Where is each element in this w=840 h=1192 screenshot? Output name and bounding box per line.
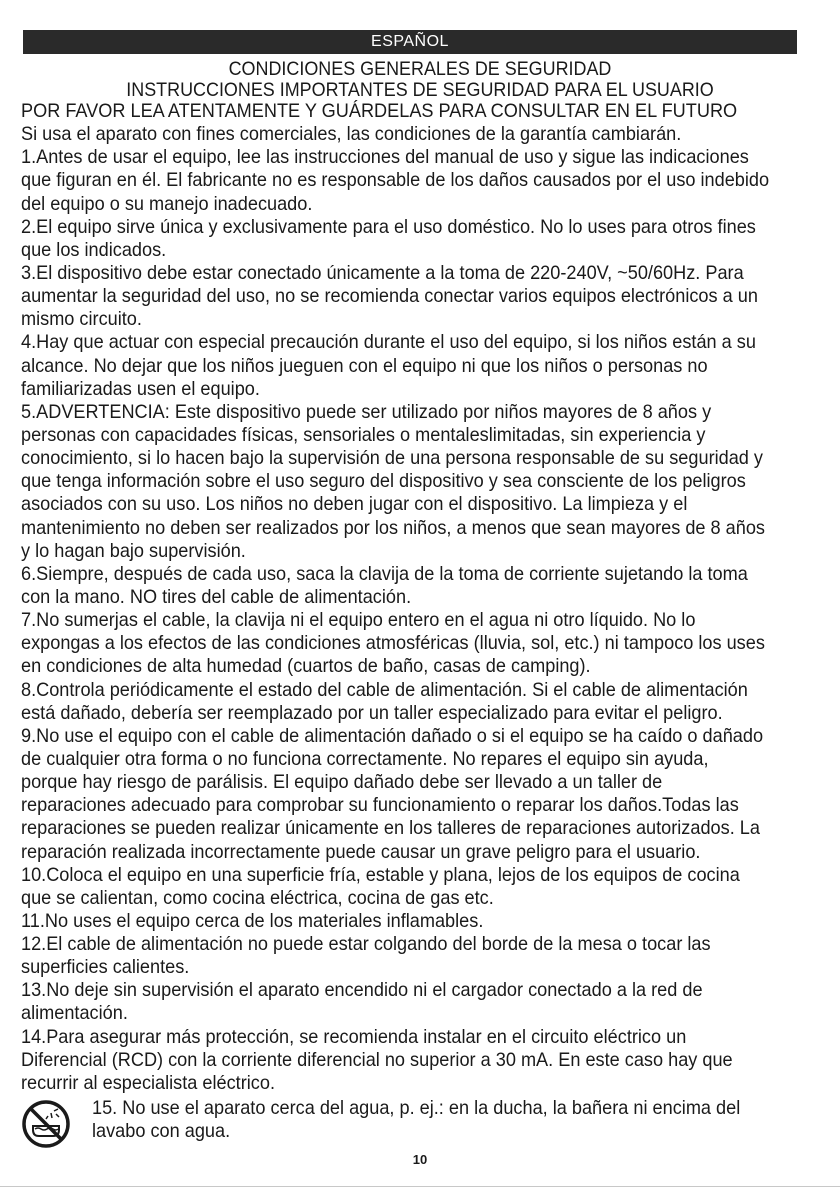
instruction-line: 6.Siempre, después de cada uso, saca la clavija de la toma de corriente sujetando la toma <box>21 562 748 585</box>
instruction-line: reparaciones se pueden realizar únicamente en los talleres de reparaciones autorizados. La <box>21 817 760 840</box>
instructions-body <box>21 100 826 1095</box>
language-header-bar <box>23 30 797 54</box>
instruction-line: 4.Hay que actuar con especial precaución durante el uso del equipo, si los niños están a su <box>21 331 756 354</box>
instruction-line: está dañado, debería ser reemplazado por un taller especializado para evitar el peligro. <box>21 701 723 724</box>
instruction-line: en condiciones de alta humedad (cuartos de baño, casas de camping). <box>21 655 591 678</box>
instruction-line: alimentación. <box>21 1002 128 1025</box>
item-15-line: 15. No use el aparato cerca del agua, p. ej.: en la ducha, la bañera ni encima del <box>92 1097 741 1119</box>
instruction-line: superficies calientes. <box>21 956 190 979</box>
instruction-line: que los indicados. <box>21 238 167 261</box>
instruction-line: 9.No use el equipo con el cable de alimentación dañado o si el equipo se ha caído o dañado <box>21 724 764 747</box>
bottom-divider <box>0 1186 840 1187</box>
instruction-line: Si usa el aparato con fines comerciales, las condiciones de la garantía cambiarán. <box>21 123 682 146</box>
instruction-line: 7.No sumerjas el cable, la clavija ni el equipo entero en el agua ni otro líquido. No lo <box>21 609 696 632</box>
instruction-line: 1.Antes de usar el equipo, lee las instrucciones del manual de uso y sigue las indicaciones <box>21 146 749 169</box>
instruction-line: que figuran en él. El fabricante no es responsable de los daños causados por el uso indebido <box>21 169 770 192</box>
section-subtitle: INSTRUCCIONES IMPORTANTES DE SEGURIDAD PARA EL USUARIO <box>126 79 714 101</box>
instruction-line: 11.No uses el equipo cerca de los materiales inflamables. <box>21 909 484 932</box>
instruction-line: porque hay riesgo de parálisis. El equipo dañado debe ser llevado a un taller de <box>21 771 663 794</box>
instruction-line: 12.El cable de alimentación no puede estar colgando del borde de la mesa o tocar las <box>21 933 711 956</box>
instruction-line: 10.Coloca el equipo en una superficie fría, estable y plana, lejos de los equipos de cocina <box>21 863 740 886</box>
instruction-line: 5.ADVERTENCIA: Este dispositivo puede ser utilizado por niños mayores de 8 años y <box>21 400 712 423</box>
instruction-line: conocimiento, si lo hacen bajo la supervisión de una persona responsable de su seguridad y <box>21 447 763 470</box>
page-number: 10 <box>412 1152 428 1167</box>
instruction-line: mismo circuito. <box>21 308 142 331</box>
instruction-line: familiarizadas usen el equipo. <box>21 377 260 400</box>
section-title: CONDICIONES GENERALES DE SEGURIDAD <box>228 58 612 80</box>
item-15-line: lavabo con agua. <box>92 1120 231 1143</box>
instruction-line: de cualquier otra forma o no funciona correctamente. No repares el equipo sin ayuda, <box>21 747 709 770</box>
instruction-line: aumentar la seguridad del uso, no se recomienda conectar varios equipos electrónicos a un <box>21 285 758 308</box>
instruction-line: que tenga información sobre el uso seguro del dispositivo y sea consciente de los peligros <box>21 470 746 493</box>
instruction-line: que se calientan, como cocina eléctrica, cocina de gas etc. <box>21 886 494 909</box>
instruction-line: 3.El dispositivo debe estar conectado únicamente a la toma de 220-240V, ~50/60Hz. Para <box>21 261 744 284</box>
item-15-text <box>92 1097 789 1143</box>
language-label: ESPAÑOL <box>371 33 449 50</box>
instruction-line: expongas a los efectos de las condiciones atmosféricas (lluvia, sol, etc.) ni tampoco los uses <box>21 632 765 655</box>
instruction-line: mantenimiento no deben ser realizados por los niños, a menos que sean mayores de 8 años <box>21 516 765 539</box>
instruction-line: con la mano. NO tires del cable de alimentación. <box>21 585 412 608</box>
instruction-line: asociados con su uso. Los niños no deben jugar con el dispositivo. La limpieza y el <box>21 493 688 516</box>
no-water-bathtub-icon <box>21 1099 71 1149</box>
instruction-line: 8.Controla periódicamente el estado del cable de alimentación. Si el cable de alimentación <box>21 678 748 701</box>
instruction-line: y lo hagan bajo supervisión. <box>21 539 246 562</box>
instruction-line: personas con capacidades físicas, sensoriales o mentaleslimitadas, sin experiencia y <box>21 423 706 446</box>
instruction-line: 14.Para asegurar más protección, se recomienda instalar en el circuito eléctrico un <box>21 1025 687 1048</box>
instruction-line: del equipo o su manejo inadecuado. <box>21 192 313 215</box>
instruction-line: reparación realizada incorrectamente puede causar un grave peligro para el usuario. <box>21 840 701 863</box>
instruction-line: reparaciones adecuado para comprobar su funcionamiento o reparar los daños.Todas las <box>21 794 739 817</box>
instruction-line: Diferencial (RCD) con la corriente diferencial no superior a 30 mA. En este caso hay que <box>21 1048 733 1071</box>
instruction-line: 13.No deje sin supervisión el aparato encendido ni el cargador conectado a la red de <box>21 979 703 1002</box>
instruction-line: recurrir al especialista eléctrico. <box>21 1071 275 1094</box>
item-15-block <box>21 1097 821 1147</box>
instruction-line: 2.El equipo sirve única y exclusivamente para el uso doméstico. No lo uses para otros fines <box>21 215 756 238</box>
instruction-line: POR FAVOR LEA ATENTAMENTE Y GUÁRDELAS PARA CONSULTAR EN EL FUTURO <box>21 100 738 122</box>
instruction-line: alcance. No dejar que los niños jueguen con el equipo ni que los niños o personas no <box>21 354 708 377</box>
